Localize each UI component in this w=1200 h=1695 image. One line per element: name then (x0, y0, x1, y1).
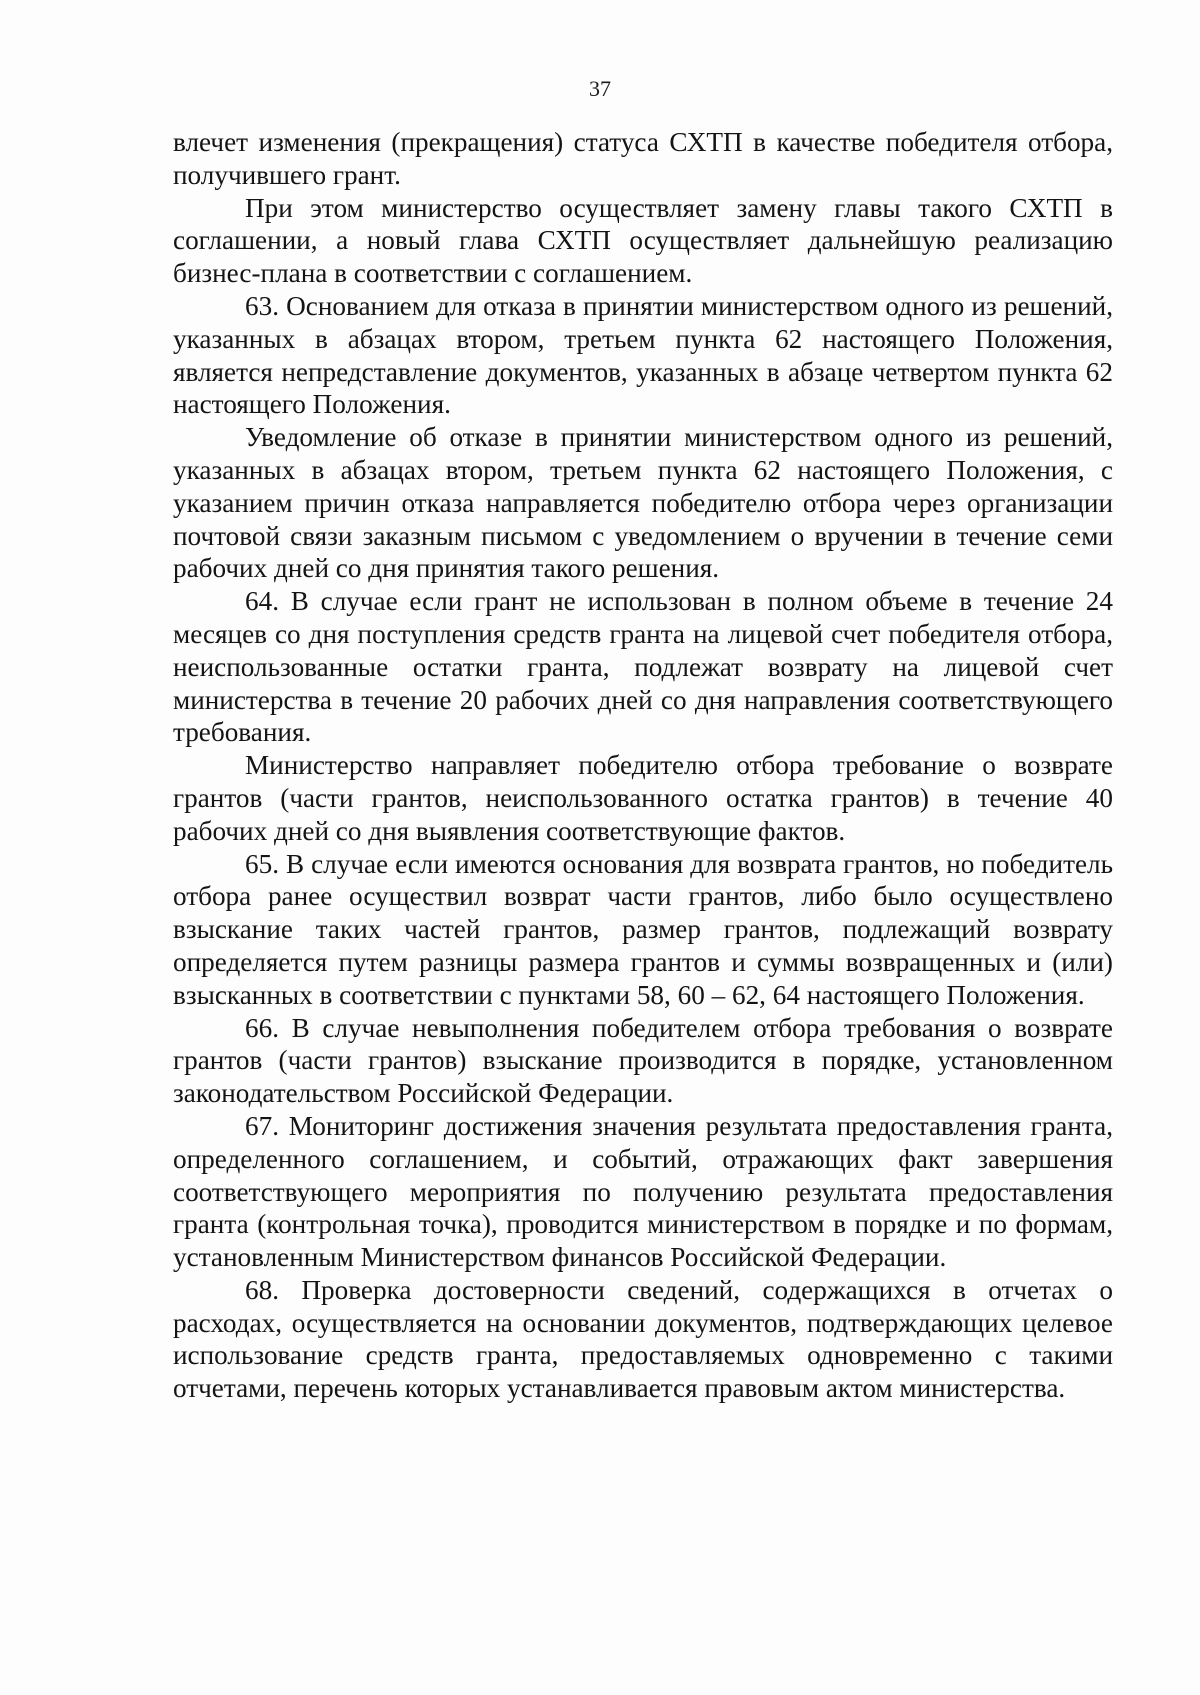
paragraph-item-64: 64. В случае если грант не использован в полном объеме в течение 24 месяцев со дня поступления средств гранта на лицевой счет победителя отбора, неиспользованные остатки гранта, подлежат возврату на лицевой счет министерства в течение 20 рабочих дней со дня направления соответствующего требования. (173, 586, 1113, 748)
paragraph-item-66: 66. В случае невыполнения победителем отбора требования о возврате грантов (части грантов) взыскание производится в порядке, установленном законодательством Российской Федерации. (173, 1012, 1113, 1109)
paragraph-item-67: 67. Мониторинг достижения значения результата предоставления гранта, определенного соглашением, и событий, отражающих факт завершения соответствующего мероприятия по получению результата предоставления гранта (контрольная точка), проводится министерством в порядке и по формам, установленным Министерством финансов Российской Федерации. (173, 1110, 1113, 1273)
document-body (173, 126, 1113, 1405)
paragraph-item-65: 65. В случае если имеются основания для возврата грантов, но победитель отбора ранее осуществил возврат части грантов, либо было осуществлено взыскание таких частей грантов, размер грантов, подлежащий возврату определяется путем разницы размера грантов и суммы возвращенных и (или) взысканных в соответствии с пунктами 58, 60 – 62, 64 настоящего Положения. (173, 848, 1113, 1010)
paragraph: Министерство направляет победителю отбора требование о возврате грантов (части грантов, неиспользованного остатка грантов) в течение 40 рабочих дней со дня выявления соответствующие фактов. (173, 750, 1113, 846)
page-number: 37 (589, 76, 611, 101)
paragraph-item-63: 63. Основанием для отказа в принятии министерством одного из решений, указанных в абзацах втором, третьем пункта 62 настоящего Положения, является непредставление документов, указанных в абзаце четвертом пункта 62 настоящего Положения. (173, 290, 1113, 420)
paragraph-item-68: 68. Проверка достоверности сведений, содержащихся в отчетах о расходах, осуществляется на основании документов, подтверждающих целевое использование средств гранта, предоставляемых одновременно с такими отчетами, перечень которых устанавливается правовым актом министерства. (173, 1274, 1113, 1404)
paragraph: При этом министерство осуществляет замену главы такого СХТП в соглашении, а новый глава СХТП осуществляет дальнейшую реализацию бизнес-плана в соответствии с соглашением. (173, 192, 1113, 289)
paragraph: Уведомление об отказе в принятии министерством одного из решений, указанных в абзацах втором, третьем пункта 62 настоящего Положения, с указанием причин отказа направляется победителю отбора через организации почтовой связи заказным письмом с уведомлением о вручении в течение семи рабочих дней со дня принятия такого решения. (173, 422, 1113, 584)
paragraph-continuation: влечет изменения (прекращения) статуса СХТП в качестве победителя отбора, получившего грант. (173, 127, 1113, 190)
